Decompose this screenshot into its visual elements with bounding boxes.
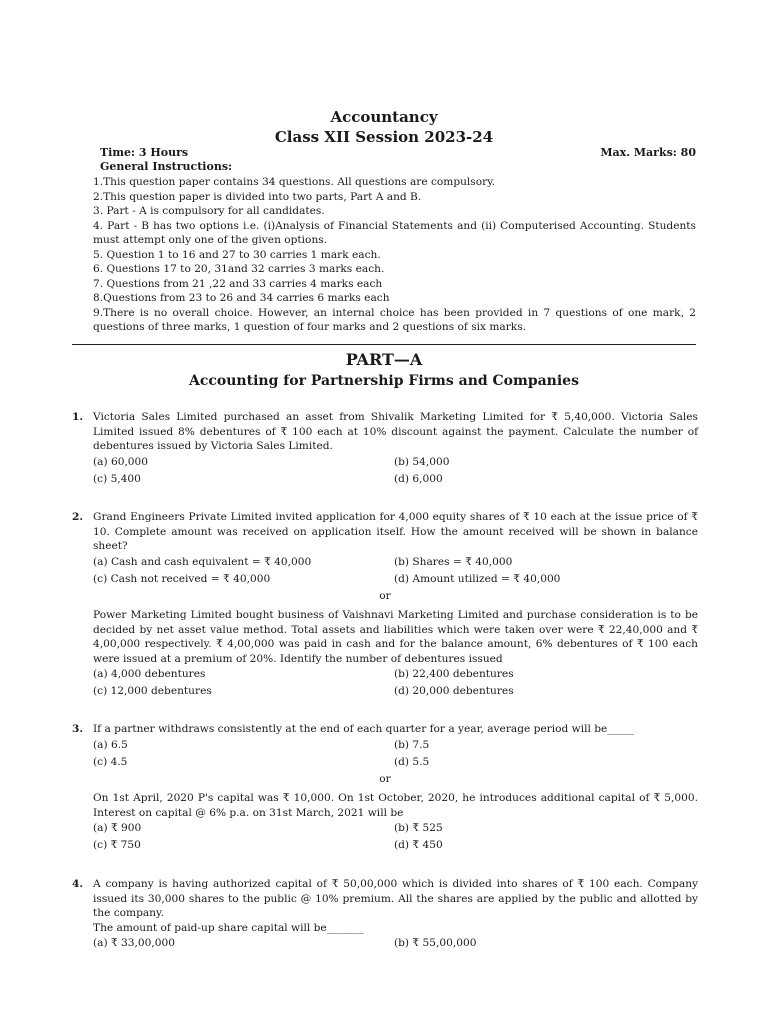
question-text: Victoria Sales Limited purchased an asset from Shivalik Marketing Limited for ₹ 5,40,000. Victoria Sales Limited issued 8% debentures of ₹ 100 each at 10% discount against the payment. Calculate the number of debentures issued by Victoria Sales Limited. [93,411,698,452]
time-label: Time: 3 Hours [100,146,189,159]
option-a: (a) ₹ 33,00,000 [93,937,175,950]
question-number: 3. [72,723,84,735]
instruction-item: 8.Questions from 23 to 26 and 34 carries 6 marks each [93,292,390,304]
question-number: 1. [72,411,84,423]
alternative-options [93,820,698,854]
max-marks-label: Max. Marks: 80 [600,146,696,159]
question-text-continued: The amount of paid-up share capital will be_______ [93,921,364,934]
class-session-title: Class XII Session 2023-24 [274,128,494,146]
option-b: (b) ₹ 55,00,000 [394,937,477,950]
option-b: (b) ₹ 525 [394,822,443,835]
question-text: If a partner withdraws consistently at the end of each quarter for a year, average period will be_____ [93,723,634,735]
instruction-item: 2.This question paper is divided into two parts, Part A and B. [93,190,422,203]
option-d: (d) 5.5 [394,755,430,768]
question-4 [72,877,698,952]
alternative-question-text: On 1st April, 2020 P's capital was ₹ 10,000. On 1st October, 2020, he introduces additional capital of ₹ 5,000. Interest on capital @ 6% p.a. on 31st March, 2021 will be [93,792,698,819]
option-a: (a) ₹ 900 [93,822,142,835]
option-d: (d) Amount utilized = ₹ 40,000 [394,572,561,585]
instruction-item: 7. Questions from 21 ,22 and 33 carries 4 marks each [93,277,383,290]
option-a: (a) Cash and cash equivalent = ₹ 40,000 [93,555,312,568]
question-options [93,737,698,771]
instruction-item: 6. Questions 17 to 20, 31and 32 carries 3 marks each. [93,263,385,275]
instruction-item: 9.There is no overall choice. However, an internal choice has been provided in 7 questions of one mark, 2 questions of three marks, 1 question of four marks and 2 questions of six marks. [93,306,696,333]
option-c: (c) 4.5 [93,755,128,768]
option-c: (c) Cash not received = ₹ 40,000 [93,572,271,585]
question-number: 2. [72,511,84,523]
option-b: (b) 7.5 [394,738,430,751]
option-d: (d) 20,000 debentures [394,685,514,698]
instruction-item: 3. Part - A is compulsory for all candidates. [93,205,325,217]
general-instructions-heading: General Instructions: [100,160,233,173]
question-number: 4. [72,878,84,890]
instruction-item: 1.This question paper contains 34 questions. All questions are compulsory. [93,176,496,188]
alternative-options [93,666,698,700]
option-d: (d) ₹ 450 [394,839,443,852]
option-b: (b) 22,400 debentures [394,668,514,681]
option-b: (b) Shares = ₹ 40,000 [394,555,513,568]
or-separator: or [379,589,391,602]
or-separator: or [379,772,391,785]
option-a: (a) 4,000 debentures [93,668,206,681]
question-options [93,935,698,952]
option-b: (b) 54,000 [394,455,450,468]
question-text: Grand Engineers Private Limited invited application for 4,000 equity shares of ₹ 10 each at the issue price of ₹ 10. Complete amount was received on application itself. How the amount received will be shown in balance sheet? [93,511,698,552]
option-a: (a) 60,000 [93,455,149,468]
question-options [93,454,698,488]
part-title: PART—A [345,350,423,369]
option-d: (d) 6,000 [394,472,443,485]
instruction-item: 4. Part - B has two options i.e. (i)Analysis of Financial Statements and (ii) Computerised Accounting. Students must attempt only one of the given options. [93,219,696,246]
question-1 [72,410,698,488]
question-3 [72,722,698,854]
section-divider [72,344,696,345]
part-subtitle: Accounting for Partnership Firms and Companies [189,373,579,389]
alternative-question-text: Power Marketing Limited bought business of Vaishnavi Marketing Limited and purchase consideration is to be decided by net asset value method. Total assets and liabilities which were taken over were ₹ 22,40,000 and ₹ 4,00,000 respectively. ₹ 4,00,000 was paid in cash and for the balance amount, 6% debentures of ₹ 100 each were issued at a premium of 20%. Identify the number of debentures issued [93,609,698,665]
option-c: (c) ₹ 750 [93,839,141,852]
option-a: (a) 6.5 [93,738,128,751]
instruction-item: 5. Question 1 to 16 and 27 to 30 carries 1 mark each. [93,248,381,261]
instructions-list [93,175,696,335]
question-2 [72,510,698,700]
question-text: A company is having authorized capital of ₹ 50,00,000 which is divided into shares of ₹ 100 each. Company issued its 30,000 shares to the public @ 10% premium. All the shares are applied by the public and allotted by the company. [93,878,698,919]
option-c: (c) 12,000 debentures [93,685,212,698]
subject-title: Accountancy [330,108,438,126]
question-options [93,554,698,588]
option-c: (c) 5,400 [93,472,141,485]
